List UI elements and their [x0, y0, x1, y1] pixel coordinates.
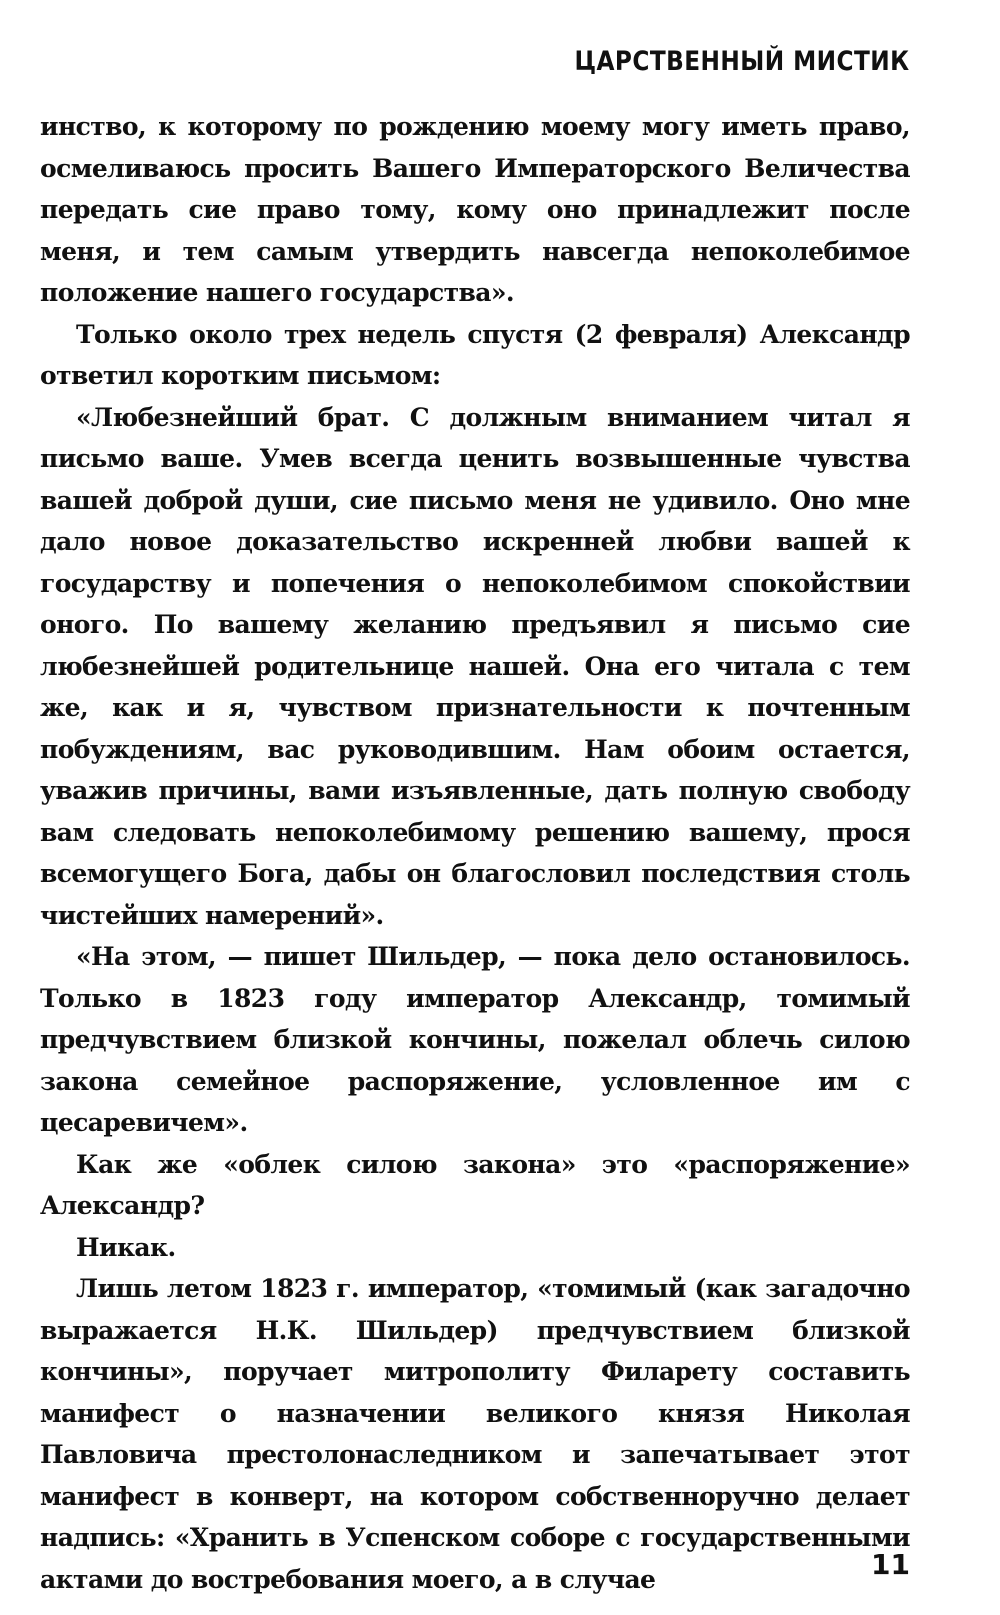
paragraph: Никак.: [76, 1232, 176, 1262]
paragraph: инство, к которому по рождению моему могу иметь право, осмеливаюсь просить Вашего Императорского Величества передать сие право тому, кому оно принадлежит после меня, и тем самым утвердить навсегда непоколебимое положение нашего государства».: [40, 112, 910, 307]
paragraph: Только около трех недель спустя (2 февраля) Александр ответил коротким письмом:: [40, 319, 910, 390]
paragraph: Лишь летом 1823 г. император, «томимый (как загадочно выражается Н.К. Шильдер) предчувствием близкой кончины», поручает митрополиту Филарету составить манифест о назначении великого князя Николая Павловича престолонаследником и запечатывает этот манифест в конверт, на котором собственноручно делает надпись: «Хранить в Успенском соборе с государственными актами до востребования моего, а в случае: [40, 1274, 910, 1594]
paragraph: «Любезнейший брат. С должным вниманием читал я письмо ваше. Умев всегда ценить возвышенные чувства вашей доброй души, сие письмо меня не удивило. Оно мне дало новое доказательство искренней любви вашей к государству и попечения о непоколебимом спокойствии оного. По вашему желанию предъявил я письмо сие любезнейшей родительнице нашей. Она его читала с тем же, как и я, чувством признательности к почтенным побуждениям, вас руководившим. Нам обоим остается, уважив причины, вами изъявленные, дать полную свободу вам следовать непоколебимому решению вашему, прося всемогущего Бога, дабы он благословил последствия столь чистейших намерений».: [40, 402, 910, 930]
page-number: 11: [871, 1548, 910, 1581]
paragraph: «На этом, — пишет Шильдер, — пока дело остановилось. Только в 1823 году император Александр, томимый предчувствием близкой кончины, пожелал облечь силою закона семейное распоряжение, условленное им с цесаревичем».: [40, 942, 910, 1137]
running-head: ЦАРСТВЕННЫЙ МИСТИК: [575, 46, 910, 77]
body-text: [40, 106, 910, 1600]
paragraph: Как же «облек силою закона» это «распоряжение» Александр?: [40, 1149, 910, 1220]
book-page: [40, 0, 910, 1615]
